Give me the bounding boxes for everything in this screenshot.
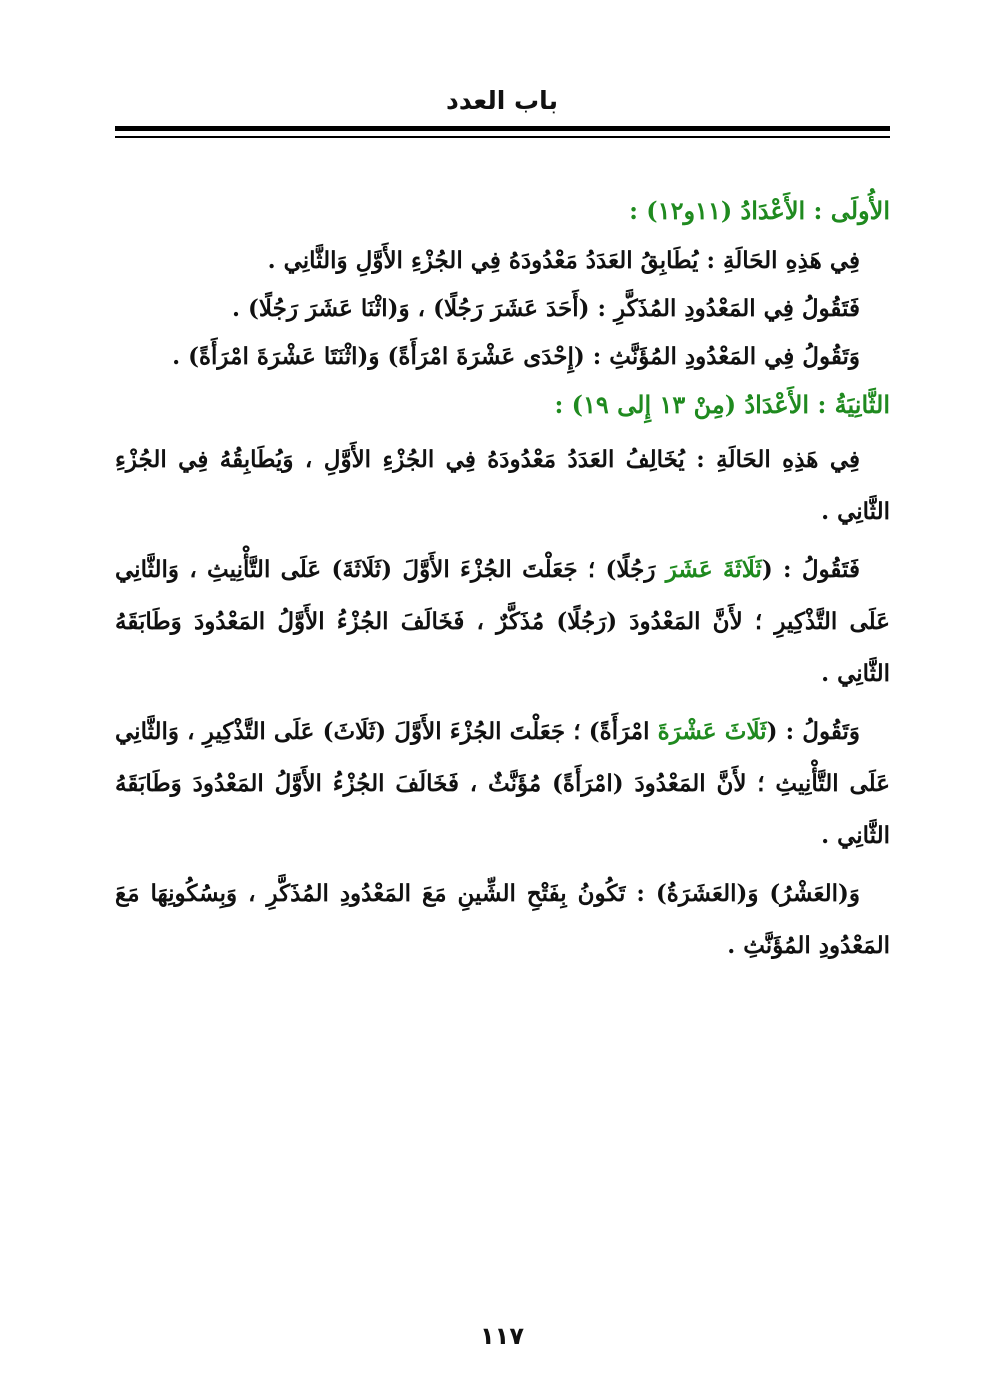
highlighted-number: ثَلَاثَةَ عَشَرَ bbox=[665, 556, 762, 583]
paragraph-example-masculine bbox=[115, 544, 890, 700]
running-header: باب العدد bbox=[446, 86, 558, 115]
highlighted-number: ثَلَاثَ عَشْرَةَ bbox=[657, 718, 767, 745]
section-heading-second: الثَّانِيَةُ : الأَعْدَادُ (مِنْ ١٣ إِلى ١٩) : bbox=[554, 390, 890, 419]
header-rule-thin bbox=[115, 136, 890, 138]
paragraph: وَ(العَشْرُ) وَ(العَشَرَةُ) : تَكُونُ بِفَتْحِ الشِّينِ مَعَ المَعْدُودِ المُذَكَّرِ ، وَبِسُكُونِهَا مَعَ المَعْدُودِ المُؤَنَّثِ . bbox=[115, 880, 890, 959]
text-line: وَتَقُولُ فِي المَعْدُودِ المُؤَنَّثِ : (إِحْدَى عَشْرَةَ امْرَأَةً) وَ(اثْنَتَا عَشْرَةَ امْرَأَةً) . bbox=[172, 343, 860, 370]
page-body bbox=[115, 188, 890, 976]
text-segment: وَتَقُولُ : ( bbox=[766, 718, 860, 745]
page-number: ١١٧ bbox=[480, 1322, 524, 1350]
text-line: فَتَقُولُ فِي المَعْدُودِ المُذَكَّرِ : (أَحَدَ عَشَرَ رَجُلًا) ، وَ(اثْنَا عَشَرَ رَجُلًا) . bbox=[232, 295, 860, 322]
header-rule-thick bbox=[115, 126, 890, 131]
text-segment: امْرَأَةً) ؛ جَعَلْتَ الجُزْءَ الأَوَّلَ (ثَلَاثَ) عَلَى التَّذْكِيرِ ، وَالثَّانِي عَلَى التَّأْنِيثِ ؛ لأَنَّ المَعْدُودَ (امْرَأَةً) مُؤَنَّثٌ ، فَخَالَفَ الجُزْءُ الأَوَّلُ المَعْدُودَ وَطَابَقَهُ الثَّانِي . bbox=[115, 718, 890, 849]
text-segment: رَجُلًا) ؛ جَعَلْتَ الجُزْءَ الأَوَّلَ (ثَلَاثَةَ) عَلَى التَّأْنِيثِ ، وَالثَّانِي عَلَى التَّذْكِيرِ ؛ لأَنَّ المَعْدُودَ (رَجُلًا) مُذَكَّرٌ ، فَخَالَفَ الجُزْءُ الأَوَّلُ المَعْدُودَ وَطَابَقَهُ الثَّانِي . bbox=[115, 556, 890, 687]
text-segment: فَتَقُولُ : ( bbox=[761, 556, 860, 583]
paragraph-example-feminine bbox=[115, 706, 890, 862]
text-line: فِي هَذِهِ الحَالَةِ : يُطَابِقُ العَدَدُ مَعْدُودَهُ فِي الجُزْءِ الأَوَّلِ وَالثَّانِي . bbox=[267, 247, 860, 274]
paragraph: فِي هَذِهِ الحَالَةِ : يُخَالِفُ العَدَدُ مَعْدُودَهُ فِي الجُزْءِ الأَوَّلِ ، وَيُطَابِقُهُ فِي الجُزْءِ الثَّانِي . bbox=[115, 446, 890, 525]
section-heading-first: الأُولَى : الأَعْدَادُ (١١و١٢) : bbox=[629, 196, 890, 225]
